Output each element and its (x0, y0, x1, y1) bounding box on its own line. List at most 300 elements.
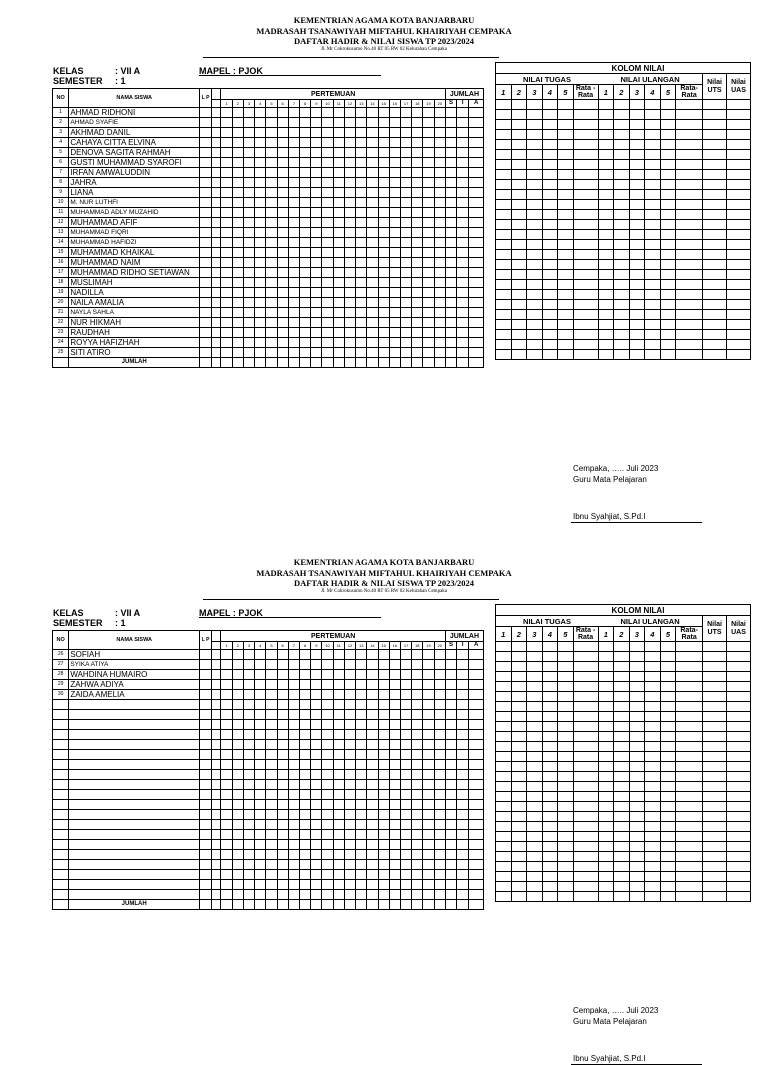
grid-cell[interactable] (344, 238, 355, 248)
grid-cell[interactable] (457, 820, 469, 830)
grid-cell[interactable] (221, 690, 232, 700)
grid-cell[interactable] (457, 278, 469, 288)
grid-cell[interactable] (232, 730, 243, 740)
grid-cell[interactable] (469, 308, 484, 318)
grid-cell[interactable] (445, 720, 456, 730)
grid-cell[interactable] (221, 138, 232, 148)
grid-cell[interactable] (389, 710, 400, 720)
grid-cell[interactable] (344, 228, 355, 238)
grid-cell[interactable] (288, 770, 299, 780)
grid-cell[interactable] (243, 238, 254, 248)
grade-cell[interactable] (660, 280, 676, 290)
grid-cell[interactable] (412, 178, 423, 188)
grid-cell[interactable] (322, 800, 333, 810)
grade-cell[interactable] (542, 280, 558, 290)
grade-cell[interactable] (496, 180, 512, 190)
grid-cell[interactable] (243, 348, 254, 358)
grid-cell[interactable] (243, 298, 254, 308)
grade-cell[interactable] (660, 892, 676, 902)
grade-cell[interactable] (598, 120, 614, 130)
grade-cell[interactable] (496, 662, 512, 672)
grid-cell[interactable] (266, 890, 277, 900)
grade-cell[interactable] (511, 250, 527, 260)
grade-cell[interactable] (558, 862, 574, 872)
grid-cell[interactable] (344, 850, 355, 860)
grid-cell[interactable] (333, 770, 344, 780)
grid-cell[interactable] (344, 730, 355, 740)
grade-cell[interactable] (614, 702, 630, 712)
grid-cell[interactable] (445, 218, 456, 228)
grid-cell[interactable] (266, 278, 277, 288)
grid-cell[interactable] (221, 710, 232, 720)
grid-cell[interactable] (243, 158, 254, 168)
grade-cell[interactable] (645, 812, 661, 822)
grade-cell[interactable] (703, 792, 727, 802)
grid-cell[interactable] (266, 700, 277, 710)
grid-cell[interactable] (344, 128, 355, 138)
grid-cell[interactable] (344, 890, 355, 900)
grid-cell[interactable] (277, 108, 288, 118)
grade-cell[interactable] (726, 652, 750, 662)
grid-cell[interactable] (232, 318, 243, 328)
grid-cell[interactable] (469, 118, 484, 128)
grade-cell[interactable] (542, 762, 558, 772)
grade-cell[interactable] (660, 350, 676, 360)
grade-cell[interactable] (542, 722, 558, 732)
grid-cell[interactable] (389, 870, 400, 880)
grade-cell[interactable] (614, 260, 630, 270)
grid-cell[interactable] (457, 760, 469, 770)
grade-cell[interactable] (527, 130, 543, 140)
grade-cell[interactable] (629, 270, 645, 280)
grid-cell[interactable] (469, 198, 484, 208)
grade-cell[interactable] (676, 832, 703, 842)
grid-cell[interactable] (243, 700, 254, 710)
grade-cell[interactable] (660, 742, 676, 752)
grid-cell[interactable] (445, 880, 456, 890)
grid-cell[interactable] (389, 730, 400, 740)
grid-cell[interactable] (367, 318, 378, 328)
grid-cell[interactable] (389, 780, 400, 790)
grid-cell[interactable] (445, 860, 456, 870)
grid-cell[interactable] (356, 850, 367, 860)
grid-cell[interactable] (389, 760, 400, 770)
grid-cell[interactable] (322, 660, 333, 670)
grade-cell[interactable] (573, 150, 598, 160)
grid-cell[interactable] (333, 208, 344, 218)
grade-cell[interactable] (726, 220, 750, 230)
grid-cell[interactable] (322, 870, 333, 880)
grid-cell[interactable] (300, 770, 311, 780)
grade-cell[interactable] (614, 190, 630, 200)
grid-cell[interactable] (232, 860, 243, 870)
grid-cell[interactable] (400, 830, 411, 840)
grid-cell[interactable] (469, 890, 484, 900)
grid-cell[interactable] (412, 760, 423, 770)
grid-cell[interactable] (311, 328, 322, 338)
grade-cell[interactable] (629, 892, 645, 902)
grid-cell[interactable] (378, 138, 389, 148)
grid-cell[interactable] (389, 318, 400, 328)
grid-cell[interactable] (344, 178, 355, 188)
grid-cell[interactable] (356, 178, 367, 188)
grade-cell[interactable] (676, 872, 703, 882)
grid-cell[interactable] (266, 820, 277, 830)
grade-cell[interactable] (629, 712, 645, 722)
grade-cell[interactable] (629, 852, 645, 862)
grid-cell[interactable] (243, 118, 254, 128)
grade-cell[interactable] (645, 712, 661, 722)
grade-cell[interactable] (542, 792, 558, 802)
grid-cell[interactable] (367, 208, 378, 218)
grid-cell[interactable] (445, 660, 456, 670)
grade-cell[interactable] (542, 882, 558, 892)
grid-cell[interactable] (333, 248, 344, 258)
grade-cell[interactable] (558, 822, 574, 832)
grade-cell[interactable] (496, 892, 512, 902)
grid-cell[interactable] (221, 308, 232, 318)
grade-cell[interactable] (660, 722, 676, 732)
grid-cell[interactable] (400, 740, 411, 750)
grade-cell[interactable] (496, 712, 512, 722)
grid-cell[interactable] (367, 800, 378, 810)
grade-cell[interactable] (496, 340, 512, 350)
grid-cell[interactable] (266, 248, 277, 258)
grade-cell[interactable] (558, 170, 574, 180)
grade-cell[interactable] (542, 772, 558, 782)
grid-cell[interactable] (322, 178, 333, 188)
grid-cell[interactable] (322, 308, 333, 318)
grade-cell[interactable] (703, 702, 727, 712)
grid-cell[interactable] (288, 790, 299, 800)
grid-cell[interactable] (266, 840, 277, 850)
grid-cell[interactable] (457, 138, 469, 148)
grid-cell[interactable] (322, 348, 333, 358)
grid-cell[interactable] (356, 158, 367, 168)
grid-cell[interactable] (400, 158, 411, 168)
grid-cell[interactable] (356, 228, 367, 238)
grade-cell[interactable] (542, 682, 558, 692)
grade-cell[interactable] (598, 150, 614, 160)
grid-cell[interactable] (221, 660, 232, 670)
grid-cell[interactable] (243, 198, 254, 208)
grade-cell[interactable] (703, 822, 727, 832)
grid-cell[interactable] (243, 208, 254, 218)
grade-cell[interactable] (703, 170, 727, 180)
grade-cell[interactable] (527, 250, 543, 260)
grid-cell[interactable] (344, 780, 355, 790)
grid-cell[interactable] (412, 870, 423, 880)
grid-cell[interactable] (300, 318, 311, 328)
grade-cell[interactable] (496, 722, 512, 732)
grid-cell[interactable] (221, 650, 232, 660)
grid-cell[interactable] (389, 770, 400, 780)
grid-cell[interactable] (322, 810, 333, 820)
grid-cell[interactable] (277, 118, 288, 128)
grid-cell[interactable] (412, 740, 423, 750)
grid-cell[interactable] (243, 318, 254, 328)
grade-cell[interactable] (527, 270, 543, 280)
grade-cell[interactable] (703, 692, 727, 702)
grid-cell[interactable] (300, 158, 311, 168)
grade-cell[interactable] (676, 280, 703, 290)
grid-cell[interactable] (389, 680, 400, 690)
grid-cell[interactable] (333, 308, 344, 318)
grid-cell[interactable] (221, 258, 232, 268)
grid-cell[interactable] (344, 880, 355, 890)
grade-cell[interactable] (496, 682, 512, 692)
grid-cell[interactable] (356, 760, 367, 770)
grid-cell[interactable] (277, 318, 288, 328)
grid-cell[interactable] (457, 830, 469, 840)
grid-cell[interactable] (232, 108, 243, 118)
grade-cell[interactable] (703, 210, 727, 220)
grid-cell[interactable] (344, 138, 355, 148)
grid-cell[interactable] (378, 780, 389, 790)
grade-cell[interactable] (542, 872, 558, 882)
grid-cell[interactable] (232, 128, 243, 138)
grid-cell[interactable] (221, 288, 232, 298)
grid-cell[interactable] (300, 258, 311, 268)
grade-cell[interactable] (558, 792, 574, 802)
grid-cell[interactable] (333, 700, 344, 710)
grid-cell[interactable] (232, 700, 243, 710)
grid-cell[interactable] (300, 760, 311, 770)
grid-cell[interactable] (469, 108, 484, 118)
grade-cell[interactable] (629, 310, 645, 320)
grid-cell[interactable] (221, 830, 232, 840)
grade-cell[interactable] (527, 872, 543, 882)
grid-cell[interactable] (300, 790, 311, 800)
grade-cell[interactable] (614, 652, 630, 662)
grid-cell[interactable] (434, 278, 445, 288)
grade-cell[interactable] (542, 110, 558, 120)
grid-cell[interactable] (288, 860, 299, 870)
grade-cell[interactable] (511, 682, 527, 692)
grid-cell[interactable] (389, 138, 400, 148)
grade-cell[interactable] (598, 812, 614, 822)
grid-cell[interactable] (333, 138, 344, 148)
grade-cell[interactable] (511, 350, 527, 360)
grade-cell[interactable] (558, 280, 574, 290)
grid-cell[interactable] (277, 760, 288, 770)
grade-cell[interactable] (558, 150, 574, 160)
grade-cell[interactable] (726, 762, 750, 772)
grade-cell[interactable] (676, 120, 703, 130)
grade-cell[interactable] (542, 270, 558, 280)
grid-cell[interactable] (221, 218, 232, 228)
grid-cell[interactable] (322, 338, 333, 348)
grid-cell[interactable] (400, 800, 411, 810)
grade-cell[interactable] (573, 692, 598, 702)
grid-cell[interactable] (255, 318, 266, 328)
grid-cell[interactable] (255, 238, 266, 248)
grid-cell[interactable] (266, 298, 277, 308)
grid-cell[interactable] (255, 108, 266, 118)
grade-cell[interactable] (703, 872, 727, 882)
grade-cell[interactable] (573, 682, 598, 692)
grade-cell[interactable] (598, 832, 614, 842)
grid-cell[interactable] (243, 650, 254, 660)
grade-cell[interactable] (629, 812, 645, 822)
grid-cell[interactable] (469, 348, 484, 358)
grid-cell[interactable] (367, 228, 378, 238)
grade-cell[interactable] (676, 330, 703, 340)
grade-cell[interactable] (573, 762, 598, 772)
grid-cell[interactable] (311, 720, 322, 730)
grade-cell[interactable] (660, 310, 676, 320)
grid-cell[interactable] (423, 258, 434, 268)
grid-cell[interactable] (255, 660, 266, 670)
grid-cell[interactable] (469, 158, 484, 168)
grid-cell[interactable] (445, 308, 456, 318)
grade-cell[interactable] (496, 852, 512, 862)
grade-cell[interactable] (660, 882, 676, 892)
grid-cell[interactable] (400, 188, 411, 198)
grid-cell[interactable] (266, 870, 277, 880)
grade-cell[interactable] (558, 652, 574, 662)
grid-cell[interactable] (232, 790, 243, 800)
grade-cell[interactable] (598, 802, 614, 812)
grade-cell[interactable] (558, 662, 574, 672)
grade-cell[interactable] (629, 752, 645, 762)
grid-cell[interactable] (333, 348, 344, 358)
grade-cell[interactable] (527, 672, 543, 682)
grid-cell[interactable] (277, 880, 288, 890)
grid-cell[interactable] (434, 820, 445, 830)
grade-cell[interactable] (676, 240, 703, 250)
grade-cell[interactable] (614, 280, 630, 290)
grid-cell[interactable] (288, 178, 299, 188)
grade-cell[interactable] (511, 320, 527, 330)
grade-cell[interactable] (726, 170, 750, 180)
grid-cell[interactable] (356, 298, 367, 308)
grid-cell[interactable] (300, 268, 311, 278)
grid-cell[interactable] (378, 690, 389, 700)
grid-cell[interactable] (344, 198, 355, 208)
grid-cell[interactable] (423, 248, 434, 258)
grade-cell[interactable] (660, 270, 676, 280)
grid-cell[interactable] (434, 670, 445, 680)
grid-cell[interactable] (445, 810, 456, 820)
grade-cell[interactable] (558, 110, 574, 120)
grade-cell[interactable] (676, 792, 703, 802)
grid-cell[interactable] (344, 770, 355, 780)
grade-cell[interactable] (614, 130, 630, 140)
grid-cell[interactable] (434, 338, 445, 348)
grade-cell[interactable] (542, 672, 558, 682)
grade-cell[interactable] (614, 722, 630, 732)
grid-cell[interactable] (300, 870, 311, 880)
grid-cell[interactable] (389, 338, 400, 348)
grid-cell[interactable] (457, 288, 469, 298)
grade-cell[interactable] (598, 692, 614, 702)
grid-cell[interactable] (266, 268, 277, 278)
grade-cell[interactable] (496, 672, 512, 682)
grid-cell[interactable] (400, 880, 411, 890)
grade-cell[interactable] (558, 842, 574, 852)
grade-cell[interactable] (614, 852, 630, 862)
grid-cell[interactable] (322, 690, 333, 700)
grid-cell[interactable] (367, 780, 378, 790)
grade-cell[interactable] (527, 642, 543, 652)
grade-cell[interactable] (645, 722, 661, 732)
grid-cell[interactable] (389, 128, 400, 138)
grade-cell[interactable] (726, 140, 750, 150)
grid-cell[interactable] (469, 128, 484, 138)
grid-cell[interactable] (389, 158, 400, 168)
grade-cell[interactable] (511, 180, 527, 190)
grid-cell[interactable] (243, 820, 254, 830)
grid-cell[interactable] (389, 890, 400, 900)
grid-cell[interactable] (378, 870, 389, 880)
grid-cell[interactable] (367, 198, 378, 208)
grade-cell[interactable] (542, 802, 558, 812)
grid-cell[interactable] (277, 298, 288, 308)
grid-cell[interactable] (423, 238, 434, 248)
grade-cell[interactable] (629, 260, 645, 270)
grid-cell[interactable] (255, 138, 266, 148)
grid-cell[interactable] (243, 308, 254, 318)
grid-cell[interactable] (469, 328, 484, 338)
grade-cell[interactable] (645, 210, 661, 220)
grid-cell[interactable] (300, 720, 311, 730)
grid-cell[interactable] (412, 800, 423, 810)
grade-cell[interactable] (558, 772, 574, 782)
grid-cell[interactable] (469, 148, 484, 158)
grid-cell[interactable] (255, 328, 266, 338)
grid-cell[interactable] (221, 700, 232, 710)
grid-cell[interactable] (333, 670, 344, 680)
grade-cell[interactable] (573, 160, 598, 170)
grade-cell[interactable] (511, 882, 527, 892)
grade-cell[interactable] (629, 842, 645, 852)
grid-cell[interactable] (356, 128, 367, 138)
grid-cell[interactable] (434, 710, 445, 720)
grade-cell[interactable] (527, 240, 543, 250)
grid-cell[interactable] (311, 890, 322, 900)
grid-cell[interactable] (255, 730, 266, 740)
grid-cell[interactable] (378, 318, 389, 328)
grid-cell[interactable] (344, 208, 355, 218)
grid-cell[interactable] (389, 258, 400, 268)
grid-cell[interactable] (266, 830, 277, 840)
grade-cell[interactable] (573, 320, 598, 330)
grade-cell[interactable] (703, 682, 727, 692)
grid-cell[interactable] (434, 108, 445, 118)
grid-cell[interactable] (333, 760, 344, 770)
grade-cell[interactable] (703, 642, 727, 652)
grid-cell[interactable] (277, 670, 288, 680)
grid-cell[interactable] (445, 680, 456, 690)
grid-cell[interactable] (389, 298, 400, 308)
grade-cell[interactable] (511, 802, 527, 812)
grid-cell[interactable] (344, 168, 355, 178)
grid-cell[interactable] (367, 870, 378, 880)
grid-cell[interactable] (232, 278, 243, 288)
grid-cell[interactable] (344, 720, 355, 730)
grid-cell[interactable] (367, 118, 378, 128)
grid-cell[interactable] (434, 770, 445, 780)
grade-cell[interactable] (703, 812, 727, 822)
grid-cell[interactable] (469, 178, 484, 188)
grid-cell[interactable] (423, 730, 434, 740)
grade-cell[interactable] (629, 682, 645, 692)
grid-cell[interactable] (311, 288, 322, 298)
grid-cell[interactable] (232, 880, 243, 890)
grid-cell[interactable] (333, 258, 344, 268)
grade-cell[interactable] (496, 782, 512, 792)
